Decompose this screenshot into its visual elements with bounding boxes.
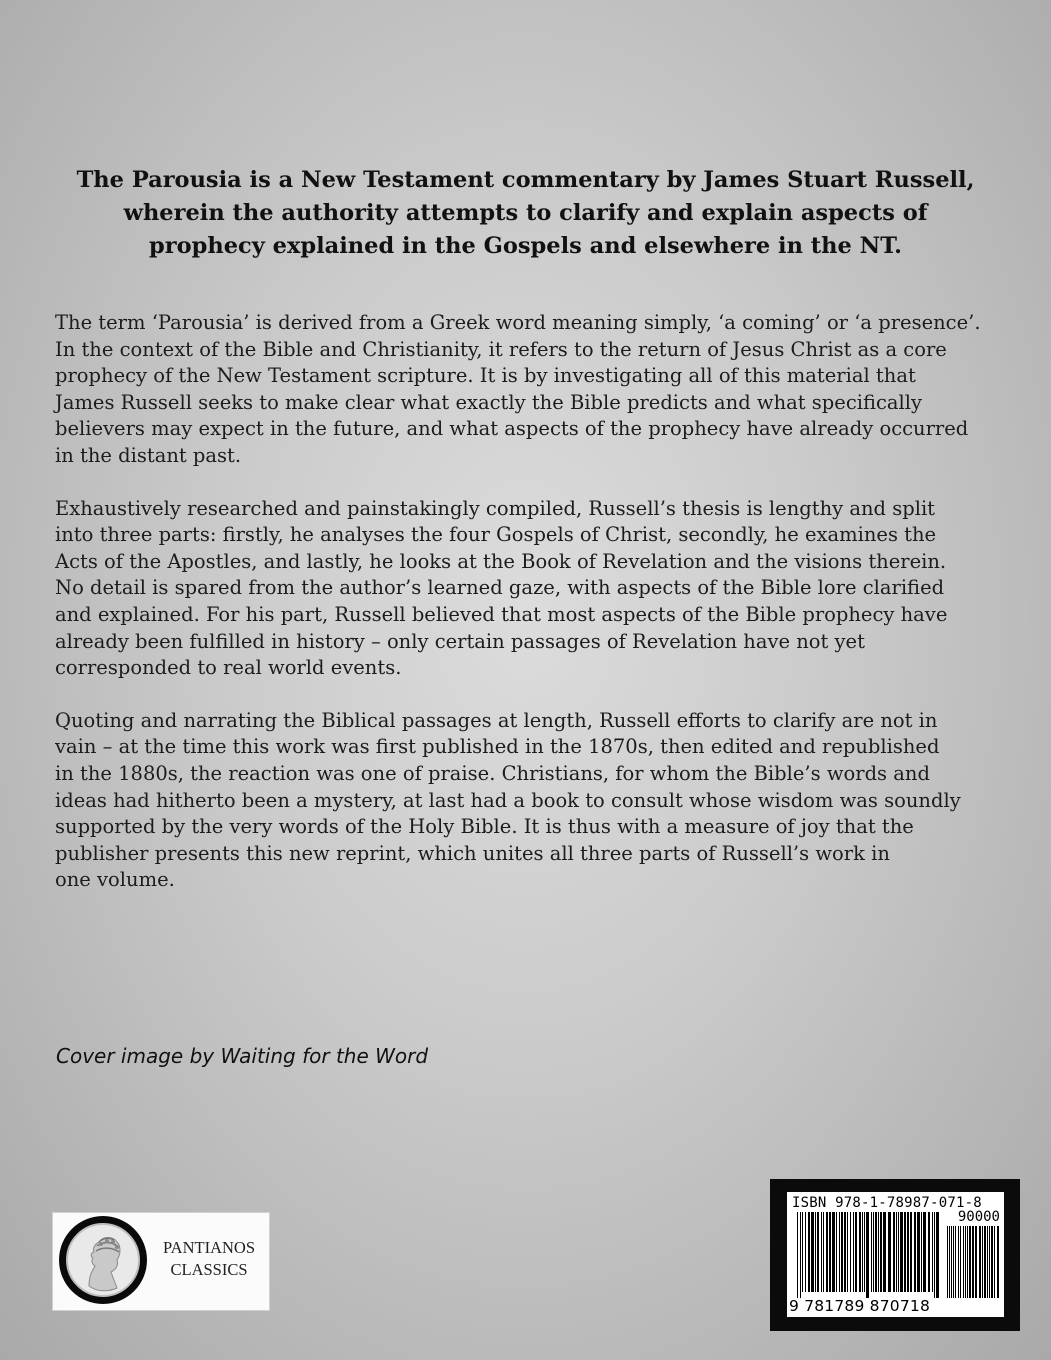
- text-line: ideas had hitherto been a mystery, at last had a book to consult whose wisdom was soundly: [55, 788, 961, 812]
- text-line: in the distant past.: [55, 443, 242, 467]
- text-line: No detail is spared from the author’s learned gaze, with aspects of the Bible lore clarified: [55, 576, 945, 600]
- classical-profile-coin-icon: [59, 1216, 147, 1304]
- text-line: corresponded to real world events.: [55, 656, 402, 680]
- text-line: The term ‘Parousia’ is derived from a Greek word meaning simply, ‘a coming’ or ‘a presence’.: [55, 311, 981, 334]
- text-line: James Russell seeks to make clear what exactly the Bible predicts and what specifically: [55, 390, 923, 414]
- text-line: and explained. For his part, Russell believed that most aspects of the Bible prophecy have: [55, 602, 948, 626]
- text-line: Quoting and narrating the Biblical passages at length, Russell efforts to clarify are not in: [55, 708, 938, 732]
- isbn-text: ISBN 978-1-78987-071-8: [792, 1195, 982, 1211]
- ean-digits: 9 781789 870718: [789, 1297, 931, 1315]
- text-line: believers may expect in the future, and what aspects of the prophecy have already occurred: [55, 417, 969, 441]
- text-line: one volume.: [55, 868, 175, 892]
- price-addon-text: 90000: [957, 1209, 1000, 1225]
- text-line: publisher presents this new reprint, which unites all three parts of Russell’s work in: [55, 841, 890, 865]
- barcode-label: [787, 1192, 1004, 1317]
- cover-heading: [40, 164, 1011, 263]
- heading-line: prophecy explained in the Gospels and elsewhere in the NT.: [149, 233, 902, 259]
- text-line: already been fulfilled in history – only certain passages of Revelation have not yet: [55, 629, 865, 653]
- text-line: supported by the very words of the Holy Bible. It is thus with a measure of joy that the: [55, 815, 914, 839]
- blurb-paragraph: [55, 310, 1005, 470]
- blurb-paragraph: [55, 708, 1005, 894]
- text-line: into three parts: firstly, he analyses the four Gospels of Christ, secondly, he examines the: [55, 523, 937, 547]
- text-line: Exhaustively researched and painstakingly compiled, Russell’s thesis is lengthy and split: [55, 496, 936, 520]
- text-line: in the 1880s, the reaction was one of praise. Christians, for whom the Bible’s words and: [55, 761, 930, 785]
- text-line: prophecy of the New Testament scripture. It is by investigating all of this material that: [55, 364, 916, 388]
- publisher-name-line: PANTIANOS: [163, 1238, 255, 1257]
- cover-image-credit: Cover image by Waiting for the Word: [56, 1044, 429, 1068]
- publisher-name: [150, 1237, 268, 1281]
- text-line: Acts of the Apostles, and lastly, he looks at the Book of Revelation and the visions therein.: [55, 549, 947, 573]
- blurb-paragraph: [55, 496, 1005, 682]
- text-line: In the context of the Bible and Christianity, it refers to the return of Jesus Christ as a core: [55, 337, 947, 361]
- blurb-body: [55, 310, 1005, 920]
- heading-line: wherein the authority attempts to clarify and explain aspects of: [123, 200, 928, 226]
- publisher-logo: [52, 1212, 270, 1311]
- isbn-barcode: [770, 1179, 1020, 1331]
- text-line: vain – at the time this work was first published in the 1870s, then edited and republished: [55, 735, 940, 759]
- publisher-name-line: CLASSICS: [170, 1260, 248, 1279]
- heading-line: The Parousia is a New Testament commentary by James Stuart Russell,: [76, 167, 975, 193]
